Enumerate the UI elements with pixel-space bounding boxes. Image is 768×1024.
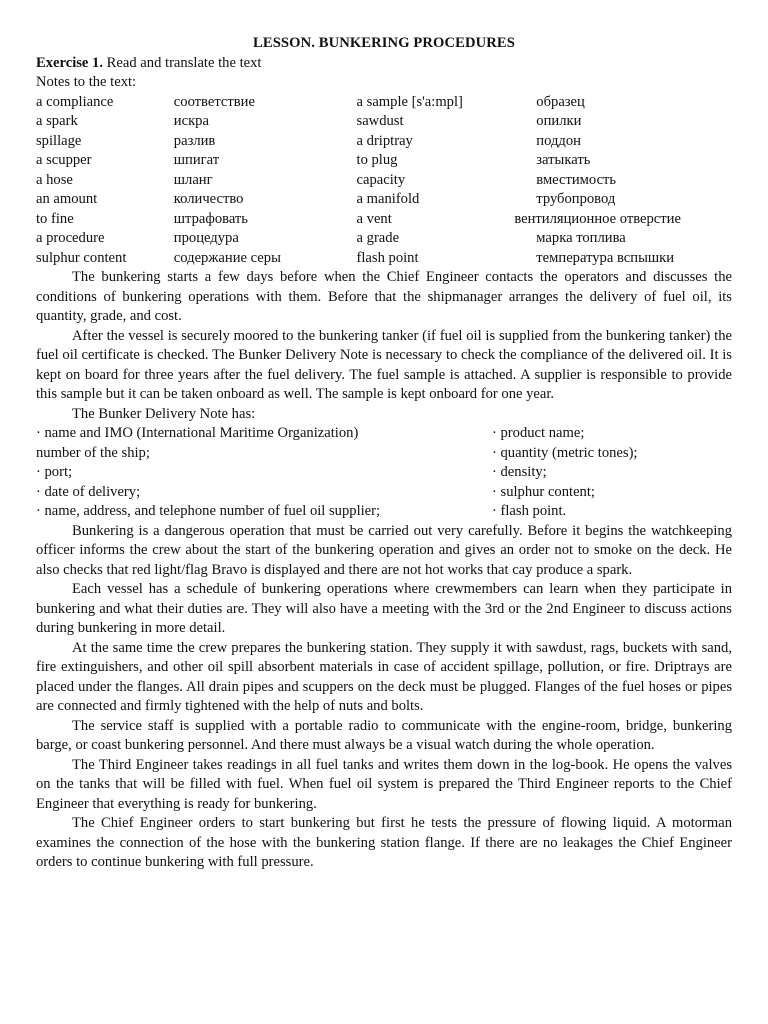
vocab-translation: шпигат — [173, 152, 220, 168]
vocab-translation: опилки — [536, 113, 582, 129]
body-paragraph: The Chief Engineer orders to start bunkering but first he tests the pressure of flowing liquid. A motorman examines the connection of the hose with the bunkering station flange. If there are no leakages the Chief Engineer orders to continue bunkering with full pressure. — [36, 815, 732, 870]
exercise-instruction: Read and translate the text — [103, 54, 262, 71]
body-paragraph: The bunkering starts a few days before when the Chief Engineer contacts the operators and discusses the conditions of bunkering operations with them. Before that the shipmanager arranges the delivery of fuel oil, its quantity, grade, and cost. — [36, 269, 732, 324]
vocab-translation: вместимость — [536, 171, 617, 188]
list-item: · port; — [36, 464, 73, 480]
vocab-term: a spark — [36, 113, 78, 129]
vocab-translation: поддон — [536, 132, 581, 149]
vocab-term: capacity — [356, 171, 406, 188]
vocab-term: a scupper — [36, 152, 92, 168]
vocab-translation: температура вспышки — [536, 249, 675, 266]
lesson-title: LESSON. BUNKERING PROCEDURES — [253, 35, 515, 51]
vocabulary-row — [36, 112, 732, 132]
list-item: · date of delivery; — [36, 483, 141, 500]
vocab-translation: затыкать — [536, 152, 591, 168]
exercise-label: Exercise 1. — [36, 54, 104, 71]
vocab-term: a sample [s'a:mpl] — [356, 93, 463, 110]
exercise-line — [36, 54, 732, 74]
vocabulary-row — [36, 190, 732, 210]
bdn-list-left — [36, 424, 492, 522]
vocab-translation: марка топлива — [536, 230, 626, 246]
body-paragraph: Each vessel has a schedule of bunkering operations where crewmembers can learn when they participate in bunkering and what their duties are. They will also have a meeting with the 3rd or the 2nd Engineer to discuss actions during bunkering in more detail. — [36, 581, 732, 636]
body-paragraph: The Third Engineer takes readings in all fuel tanks and writes them down in the log-book. He opens the valves on the tanks that will be filled with fuel. When fuel oil system is prepared the Third Engineer reports to the Chief Engineer that everything is ready for bunkering. — [36, 756, 732, 812]
vocab-term: to fine — [36, 210, 74, 227]
list-item: · sulphur content; — [492, 483, 595, 500]
bdn-list — [36, 424, 732, 522]
vocab-translation: шланг — [173, 171, 213, 188]
vocab-term: sulphur content — [36, 249, 127, 266]
vocab-translation: трубопровод — [536, 191, 616, 207]
vocab-term: a hose — [36, 171, 73, 188]
list-item: number of the ship; — [36, 444, 150, 461]
vocabulary-row — [36, 132, 732, 152]
vocab-term: a compliance — [36, 93, 114, 110]
vocabulary-row — [36, 249, 732, 269]
notes-heading: Notes to the text: — [36, 74, 137, 90]
vocabulary-row — [36, 151, 732, 171]
vocabulary-row — [36, 210, 732, 230]
body-paragraph: The service staff is supplied with a portable radio to communicate with the engine-room, bridge, bunkering barge, or coast bunkering personnel. And there must always be a visual watch during the whole operation. — [36, 717, 732, 753]
vocab-term: an amount — [36, 191, 98, 207]
list-item: · name and IMO (International Maritime Organization) — [36, 425, 359, 441]
list-item: · flash point. — [492, 503, 567, 519]
vocab-translation: штрафовать — [173, 210, 248, 227]
body-paragraph: At the same time the crew prepares the bunkering station. They supply it with sawdust, rags, buckets with sand, fire extinguishers, and other oil spill absorbent materials in case of accident spillage, pollution, or fire. Driptrays are placed under the flanges. All drain pipes and scuppers on the deck must be plugged. Flanges of the fuel hoses or pipes are connected and firmly tightened with the help of nuts and bolts. — [36, 639, 732, 714]
vocab-translation: искра — [173, 113, 209, 129]
vocab-term: a manifold — [356, 191, 420, 207]
vocab-term: a grade — [356, 230, 400, 246]
vocabulary-row — [36, 229, 732, 249]
vocab-translation: разлив — [173, 132, 216, 149]
vocab-translation: содержание серы — [173, 249, 281, 266]
body-paragraph: After the vessel is securely moored to the bunkering tanker (if fuel oil is supplied from the bunkering tanker) the fuel oil certificate is checked. The Bunker Delivery Note is necessary to check the compliance of the delivered oil. It is kept on board for three years after the fuel delivery. The fuel sample is attached. A supplier is responsible to provide this sample but it can be taken onboard as well. The sample is kept onboard for one year. — [36, 327, 732, 402]
vocab-term: a procedure — [36, 230, 105, 246]
vocab-term: to plug — [356, 152, 398, 168]
list-item: · density; — [492, 464, 547, 480]
vocabulary-row — [36, 171, 732, 191]
vocab-translation: количество — [173, 191, 244, 207]
list-item: · product name; — [492, 425, 585, 441]
vocab-translation: вентиляционное отверстие — [514, 210, 681, 227]
vocab-term: flash point — [356, 249, 419, 266]
vocabulary-row — [36, 93, 732, 113]
vocab-term: spillage — [36, 132, 82, 149]
bdn-heading: The Bunker Delivery Note has: — [72, 405, 256, 422]
vocab-term: sawdust — [356, 113, 404, 129]
vocab-translation: образец — [536, 93, 585, 110]
vocab-translation: процедура — [173, 230, 239, 246]
list-item: · name, address, and telephone number of fuel oil supplier; — [36, 503, 381, 519]
vocab-translation: соответствие — [173, 93, 255, 110]
body-paragraph: Bunkering is a dangerous operation that must be carried out very carefully. Before it begins the watchkeeping officer informs the crew about the start of the bunkering operation and gives an order not to smoke on the deck. He also checks that red light/flag Bravo is displayed and there are not hot works that cay produce a spark. — [36, 522, 732, 578]
vocab-term: a vent — [356, 210, 392, 227]
vocabulary-table — [36, 93, 732, 269]
vocab-term: a driptray — [356, 132, 413, 149]
list-item: · quantity (metric tones); — [492, 444, 638, 461]
bdn-list-right — [492, 424, 732, 522]
